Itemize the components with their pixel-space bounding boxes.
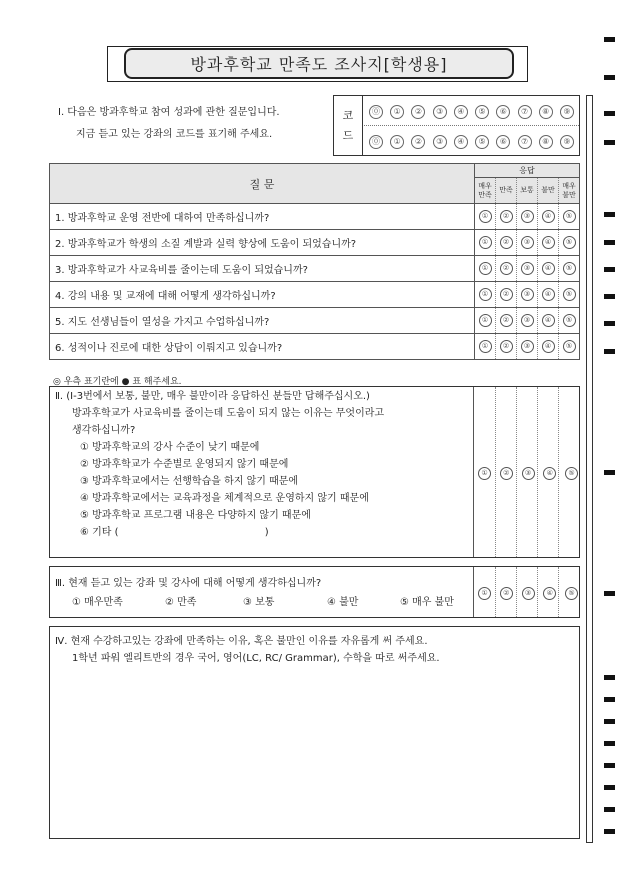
answer-choice[interactable]: ④ (543, 587, 556, 600)
code-label: 코 드 (334, 96, 363, 155)
code-digit[interactable]: ① (390, 135, 404, 149)
code-digit[interactable]: ⑤ (475, 105, 489, 119)
question-text: 2. 방과후학교가 학생의 소질 계발과 실력 향상에 도움이 되었습니까? (50, 230, 475, 256)
answer-choice[interactable]: ② (500, 314, 513, 327)
code-digit[interactable]: ⓪ (369, 135, 383, 149)
answer-choice[interactable]: ② (500, 587, 513, 600)
answer-choice[interactable]: ⑤ (563, 236, 576, 249)
answer-choice[interactable]: ⑤ (565, 587, 578, 600)
alignment-marker (604, 321, 615, 326)
code-digit[interactable]: ⑦ (518, 135, 532, 149)
code-digit[interactable]: ⑧ (539, 135, 553, 149)
section2-intro: Ⅱ. (Ⅰ-3번에서 보통, 불만, 매우 불만이라 응답하신 분들만 답해주십시오.) (55, 391, 370, 402)
response-header: 응답 (475, 164, 580, 178)
alignment-marker (604, 140, 615, 145)
code-digit[interactable]: ⑨ (560, 135, 574, 149)
answer-choice[interactable]: ⑤ (563, 340, 576, 353)
section2-option: ⑤ 방과후학교 프로그램 내용은 다양하지 않기 때문에 (80, 510, 311, 521)
section4-line1: Ⅳ. 현재 수강하고있는 강좌에 만족하는 이유, 혹은 불만인 이유를 자유롭게 써 주세요. (55, 636, 428, 647)
code-digit[interactable]: ② (411, 105, 425, 119)
section4-box[interactable] (49, 626, 580, 839)
code-digit[interactable]: ⓪ (369, 105, 383, 119)
answer-choice[interactable]: ⑤ (565, 467, 578, 480)
code-digit[interactable]: ④ (454, 135, 468, 149)
answer-choice[interactable]: ② (500, 262, 513, 275)
answer-choice[interactable]: ⑤ (563, 314, 576, 327)
code-digit[interactable]: ④ (454, 105, 468, 119)
alignment-marker (604, 75, 615, 80)
code-digit[interactable]: ③ (433, 105, 447, 119)
alignment-marker (604, 470, 615, 475)
answer-choice[interactable]: ③ (522, 587, 535, 600)
table-row (50, 282, 580, 308)
answer-choice[interactable]: ③ (522, 467, 535, 480)
alignment-marker (604, 697, 615, 702)
code-digit[interactable]: ② (411, 135, 425, 149)
answer-choice[interactable]: ⑤ (563, 210, 576, 223)
code-digit[interactable]: ⑥ (496, 135, 510, 149)
code-digit[interactable]: ⑨ (560, 105, 574, 119)
alignment-marker (604, 240, 615, 245)
answer-choice[interactable]: ③ (521, 340, 534, 353)
answer-choice[interactable]: ③ (521, 236, 534, 249)
page-title: 방과후학교 만족도 조사지[학생용] (124, 48, 514, 79)
question-text: 4. 강의 내용 및 교재에 대해 어떻게 생각하십니까? (50, 282, 475, 308)
answer-choice[interactable]: ④ (543, 467, 556, 480)
answer-choice[interactable]: ③ (521, 288, 534, 301)
code-row-ones[interactable] (365, 135, 578, 149)
section2-option-other: ⑥ 기타 ( ) (80, 527, 269, 538)
code-digit[interactable]: ③ (433, 135, 447, 149)
code-digit[interactable]: ① (390, 105, 404, 119)
answer-choice[interactable]: ① (479, 210, 492, 223)
section3-option: ⑤ 매우 불만 (400, 597, 454, 608)
alignment-marker (604, 294, 615, 299)
question-table (49, 163, 580, 360)
code-digit[interactable]: ⑧ (539, 105, 553, 119)
section3-box (49, 566, 580, 618)
section3-option: ③ 보통 (243, 597, 275, 608)
alignment-marker (604, 212, 615, 217)
section2-box (49, 386, 580, 558)
table-row (50, 256, 580, 282)
answer-choice[interactable]: ① (479, 236, 492, 249)
alignment-marker (604, 785, 615, 790)
opt-very-dissatisfied: 매우 불만 (559, 178, 580, 204)
answer-choice[interactable]: ② (500, 236, 513, 249)
answer-choice[interactable]: ③ (521, 262, 534, 275)
question-text: 6. 성적이나 진로에 대한 상담이 이뤄지고 있습니까? (50, 334, 475, 360)
alignment-marker (604, 591, 615, 596)
opt-very-satisfied: 매우 만족 (475, 178, 496, 204)
alignment-marker (604, 349, 615, 354)
question-text: 3. 방과후학교가 사교육비를 줄이는데 도움이 되었습니까? (50, 256, 475, 282)
answer-choice[interactable]: ⑤ (563, 288, 576, 301)
section3-option: ④ 불만 (327, 597, 359, 608)
answer-choice[interactable]: ① (479, 340, 492, 353)
alignment-marker (604, 37, 615, 42)
answer-choice[interactable]: ④ (542, 288, 555, 301)
answer-choice[interactable]: ④ (542, 236, 555, 249)
answer-choice[interactable]: ① (478, 587, 491, 600)
code-digit[interactable]: ⑥ (496, 105, 510, 119)
code-digit[interactable]: ⑦ (518, 105, 532, 119)
answer-choice[interactable]: ④ (542, 210, 555, 223)
answer-choice[interactable]: ① (479, 314, 492, 327)
table-row (50, 204, 580, 230)
alignment-marker (604, 741, 615, 746)
answer-choice[interactable]: ② (500, 467, 513, 480)
alignment-marker (604, 719, 615, 724)
answer-choice[interactable]: ⑤ (563, 262, 576, 275)
opt-satisfied: 만족 (496, 178, 517, 204)
table-row (50, 230, 580, 256)
alignment-marker (604, 807, 615, 812)
section2-option: ③ 방과후학교에서는 선행학습을 하지 않기 때문에 (80, 476, 299, 487)
question-text: 1. 방과후학교 운영 전반에 대하여 만족하십니까? (50, 204, 475, 230)
section2-question-line1: 방과후학교가 사교육비를 줄이는데 도움이 되지 않는 이유는 무엇이라고 (72, 408, 385, 419)
answer-choice[interactable]: ④ (542, 314, 555, 327)
section2-option: ① 방과후학교의 강사 수준이 낮기 때문에 (80, 442, 260, 453)
section1-line2: 지금 듣고 있는 강좌의 코드를 표기해 주세요. (76, 129, 273, 140)
section2-question-line2: 생각하십니까? (72, 425, 136, 436)
section3-option: ② 만족 (165, 597, 197, 608)
section1-line1: Ⅰ. 다음은 방과후학교 참여 성과에 관한 질문입니다. (58, 107, 280, 118)
question-text: 5. 지도 선생님들이 열성을 가지고 수업하십니까? (50, 308, 475, 334)
answer-choice[interactable]: ① (479, 262, 492, 275)
alignment-marker (604, 763, 615, 768)
opt-dissatisfied: 불만 (538, 178, 559, 204)
answer-choice[interactable]: ② (500, 210, 513, 223)
opt-neutral: 보통 (517, 178, 538, 204)
alignment-marker (604, 675, 615, 680)
section2-answer-row (478, 467, 578, 480)
side-bar (586, 95, 593, 843)
section2-option: ④ 방과후학교에서는 교육과정을 체계적으로 운영하지 않기 때문에 (80, 493, 369, 504)
section3-question: Ⅲ. 현재 듣고 있는 강좌 및 강사에 대해 어떻게 생각하십니까? (55, 578, 322, 589)
alignment-marker (604, 267, 615, 272)
answer-choice[interactable]: ④ (542, 340, 555, 353)
section3-answer-row (478, 587, 578, 600)
alignment-marker (604, 111, 615, 116)
section4-line2: 1학년 파워 엘리트반의 경우 국어, 영어(LC, RC/ Grammar), 수학을 따로 써주세요. (72, 653, 440, 664)
section2-option: ② 방과후학교가 수준별로 운영되지 않기 때문에 (80, 459, 289, 470)
answer-choice[interactable]: ③ (521, 210, 534, 223)
answer-choice[interactable]: ② (500, 340, 513, 353)
question-header: 질 문 (50, 164, 475, 204)
answer-choice[interactable]: ④ (542, 262, 555, 275)
code-digit[interactable]: ⑤ (475, 135, 489, 149)
table-row (50, 308, 580, 334)
code-row-tens[interactable] (365, 105, 578, 119)
marking-note: ◎ 우측 표기란에 ● 표 해주세요. (53, 377, 182, 387)
answer-choice[interactable]: ① (479, 288, 492, 301)
answer-choice[interactable]: ③ (521, 314, 534, 327)
code-divider (364, 125, 579, 126)
section3-option: ① 매우만족 (72, 597, 123, 608)
answer-choice[interactable]: ① (478, 467, 491, 480)
table-row (50, 334, 580, 360)
alignment-marker (604, 829, 615, 834)
answer-choice[interactable]: ② (500, 288, 513, 301)
